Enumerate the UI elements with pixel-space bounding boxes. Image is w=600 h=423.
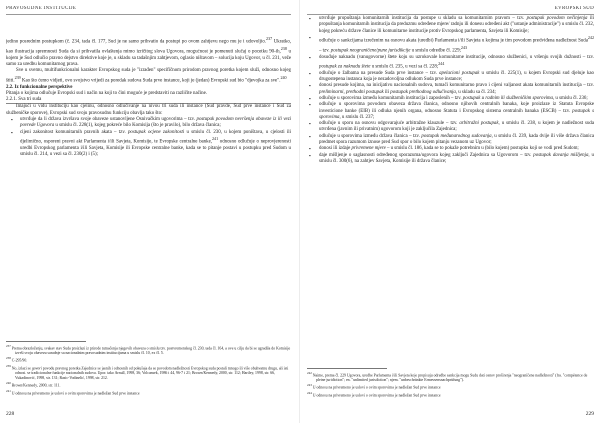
right-footnotes bbox=[307, 371, 594, 398]
left-page-number: 228 bbox=[6, 411, 15, 417]
left-bullet-list bbox=[6, 117, 291, 158]
list-item: ▪ odlučuje o žalbama na presude Suda prve instance – tzv. apelacioni postupak u smislu čl. 225(1), u kojem Evropski sud djeluje kao drugostepena instanca koja je nezadovoljna odlukom Suda prve instance; bbox=[319, 71, 594, 84]
footnote-divider bbox=[307, 368, 387, 369]
list-item: ▪ donosi ili izdaje privremene mjere – u smislu čl. 186, kada se to pokaže potrebnim u (bilo kojem) postupku koji se vodi pred Sudom; bbox=[319, 146, 594, 152]
intro-paragraph: jedino posrednim postupkom (č. 234, tada čl. 177, Sud je ne samo prihvatio da postupi po ovom zahtjevu nego mu je i udovoljio.$^{237}$ Ukratko, kao ilustracija spremnosti Suda da si prihvatila ovlaštenja mimo izričitog slova Ugovora, mogućnost je pomenuti slučaj o pocetku 90-ih,$^{238}$ u kojem je Sud odlučio pravno dejstvo direktive koje je, u skladu sa tadašnjim zahtjevom, oglasio ništavom – solucija koju Ugovor, u čl. 231, veže samo za uredbu komunitarnog prava. bbox=[6, 36, 291, 68]
list-item: ▪ odlučuje u sporu na osnovu odgovarajuće arbitražne klauzule – tzv. arbitražni postupak, u smislu čl. 238, u kojem je nadležnost suda utvrđena (javnim ili privatnim) ugovorom koji je zaključila Zajednica; bbox=[319, 121, 594, 134]
footnote: $^{244}$ U odnosu na privremeno je uslovi o ovim sporovima je nadležan Sud prve instance bbox=[307, 390, 441, 398]
list-item: ▪ odlučuje o sankcijama izrečenim na osnovu akata (uredbi) Parlamenta i/ili Savjeta u kojima je tim povodom predviđena nadležnost Suda$^{242}$ – tzv. postupak neograničene/pune jurisdikcije u smislu odredbe čl. 229;$^{243}$ bbox=[319, 35, 594, 55]
intro-paragraph: Sve u svemu, multifunkcionalni karakter Evropskog suda je "izrađen" specifičnom prirodom pravnog poretka kojem služi, odnosno kojeg štiti.$^{239}$ Kao što ćemo vidjeti, ovo svojstvo vrijedi za poredak sudova Suda prve instance, koji je (jedan) Evropski sud bio "djevojka za sve".$^{240}$ bbox=[6, 68, 291, 84]
list-item: ▪ odlučuje u sporovima između komunitarnih institucija i zaposlenih – tzv. postupak u radnim ili službeničkim sporovima, u smislu čl. 236; bbox=[319, 96, 594, 102]
footnote: $^{242}$ Naime, prema čl. 229 Ugovora, uredbe Parlamenta i/ili Savjeta koje propisuju odredbe sankcija mogu Sudu dati osnov proširenja "neograničene nadležnosti" (fra. "compétence de pleine juridiction"; en. "unlimited jurisdiction"; njem. "unbeschränkte Ermessensnachprüfung"). bbox=[307, 371, 588, 383]
left-page bbox=[6, 6, 291, 417]
right-page bbox=[307, 6, 594, 417]
footnote: $^{238}$ C-295/90. bbox=[6, 356, 28, 363]
list-item: ▪ cijeni zakonitost komunitarnih pravnih akata – tzv. postupak ocjene zakonitosti u smislu čl. 230, u kojem poništava, u cjelosti ili djelimično, osporeni pravni akt Parlamenta i/ili Savjeta, Komisije, te Evropske centralne banke,$^{241}$ odnosno odlučuje o neprovjerenosti uredbi Evropskog parlamenta i/ili Savjeta, Komisije ili Evropske centralne banke, kada se to pitanje postavi u postupku pred Sudom u smislu čl. 214, u vezi sa čl. 230(2) i (5); bbox=[20, 130, 291, 159]
footnote: $^{240}$ Brown/Kennedy, 2000, str. 111. bbox=[6, 381, 61, 388]
footnote-divider bbox=[6, 341, 86, 342]
list-item: ▪ utvrđuje propuštanja komunitarnih institucija da postupe u skladu sa komunitarnim pravom – tzv. postupak povodom nečinjenja ili propuštanja komunitarnih institucija da preduzmu određene mjere/ radnju ili donesu određeni akt ("ustanje administracije") u smislu čl. 232, kojeg pokreću države članice ili komunitarne institucije protiv Evropskog parlamenta, Savjeta ili Komisije; bbox=[319, 16, 594, 35]
footnote: $^{241}$ U odnosu na privremeno je uslovi o ovim sporovima je nadležan Sud prve instance bbox=[6, 388, 140, 395]
right-bullet-list bbox=[307, 16, 594, 165]
subsection-heading: 2.2.1. Sva tri suda bbox=[6, 97, 291, 104]
page-gutter bbox=[299, 0, 300, 423]
subsection-paragraph: Imajući u vidu instituciju kao cjelinu, odnosno odlučivanje na nivou tri suda ili instance (Sud pravde, Sud prve instance i Sud za službeničke sporove), Evropski sud svoju pravosudnu funkciju obavlja tako što: bbox=[6, 104, 291, 116]
section-heading: 2.2. Iz funkcionalne perspektive bbox=[6, 84, 73, 90]
section-paragraph: Pitanja o kojima odlučuje Evropski sud i način na koji to čini moguće je predstaviti na različite načine. bbox=[6, 90, 208, 96]
right-page-number: 229 bbox=[585, 411, 594, 417]
left-footnotes bbox=[6, 344, 291, 396]
left-running-header: PRAVOSUDNE INSTITUCIJE bbox=[6, 6, 291, 15]
list-item: ▪ donosi presude kojima, na inicijativu nacionalnih sudova, tumači komunitarno pravo i cijeni valjanost akata komunitarnih institucija – tzv. preliminarni, prethodni postupak ili postupak prethodnog odlučivanja, u skladu sa čl. 234; bbox=[319, 83, 594, 96]
list-item: ▪ daje mišljenje o saglasnosti određenog sporazuma/ugovora kojeg zaključi Zajednica sa Ugovorom – tzv. postupak davanja mišljenja, u smislu čl. 300(6), na zahtjev Savjeta, Komisije ili država članice; bbox=[319, 153, 594, 166]
list-item: ▪ dosuđuje naknadu (vanugovorne) štete koju su uzrokovale komunitarne institucije, odnosno službenici, u vršenju svojih dužnosti – tzv. postupak za naknadu štete u smislu čl. 235, u vezi sa čl. 228;$^{244}$ bbox=[319, 55, 594, 71]
footnote: $^{239}$ No, izlazi se govori povodu pravnog poretka Zajednice se jasnih i odnosnih od pokušaja da se povodom nadležnosti Evropskog suda postali mnogo ili više obuhvatnu drugu, ali isti odnosi. se tradicionalne funkcije nacionalnih sudova. Upor. tako Arnull, 1998, 36; Volcansek, 1986 i 44, 96-7 i 21; Brown/Kennedy, 2000, str. 112; Hartley, 1998, str. 66, Vukadinović, 1998, str. 131; Rasic-Vodinelić, 1998, str. 212. bbox=[6, 363, 289, 380]
left-body bbox=[6, 36, 291, 158]
footnote: $^{237}$ Prema obrazloženju, svakav stav Suda proizlazi iz prirode tumačenja njegovih obaveza o smislu tzv. postvremenskog čl. 230, tada čl. 164, a ove u cilju da bi se ugradila do Komisije izvrši svoju obavezu saradnje sa nacionalnim pravosudnim institucijama u smislu čl. 10, ex čl. 5. bbox=[6, 344, 291, 356]
right-running-header: EVROPSKI SUD bbox=[307, 6, 594, 15]
footnote: $^{243}$ U odnosu na privremeno je uslovi o ovim sporovima je nadležan Sud prve instance bbox=[307, 383, 441, 390]
list-item: ▪ utvrđuje da li država izvršava svoje obaveze ustanovljene Osnivačkim ugovorima – tzv. postupak povodom nevršenja obaveze iz ili vezi povrede Ugovora u smislu čl. 228(1), kojeg pokreće bilo Komisija (što je pravilo), bilo država članica; bbox=[20, 117, 291, 130]
list-item: ▪ odlučuje u sporovima između država članica – tzv. postupak međunarodnog sudovanja, u smislu čl. 239, kada dvije ili više država članica predmet spora razumom iznose pred Sud spor o bilo kojem pitanju vezanom uz Ugovor; bbox=[319, 134, 594, 147]
right-body bbox=[307, 16, 594, 165]
list-item: ▪ odlučuje u sporovima povodom obaveza država članica, odnosno njihovih centralnih banaka, koje proizlaze iz Statuta Evropske investicione banke (EIB) ili odluka njenih organa, odnosno Statuta i Evropskog sistema centralnih banaka (ESCB) – tzv. postupak s sporovima, u smislu čl. 237; bbox=[319, 102, 594, 121]
